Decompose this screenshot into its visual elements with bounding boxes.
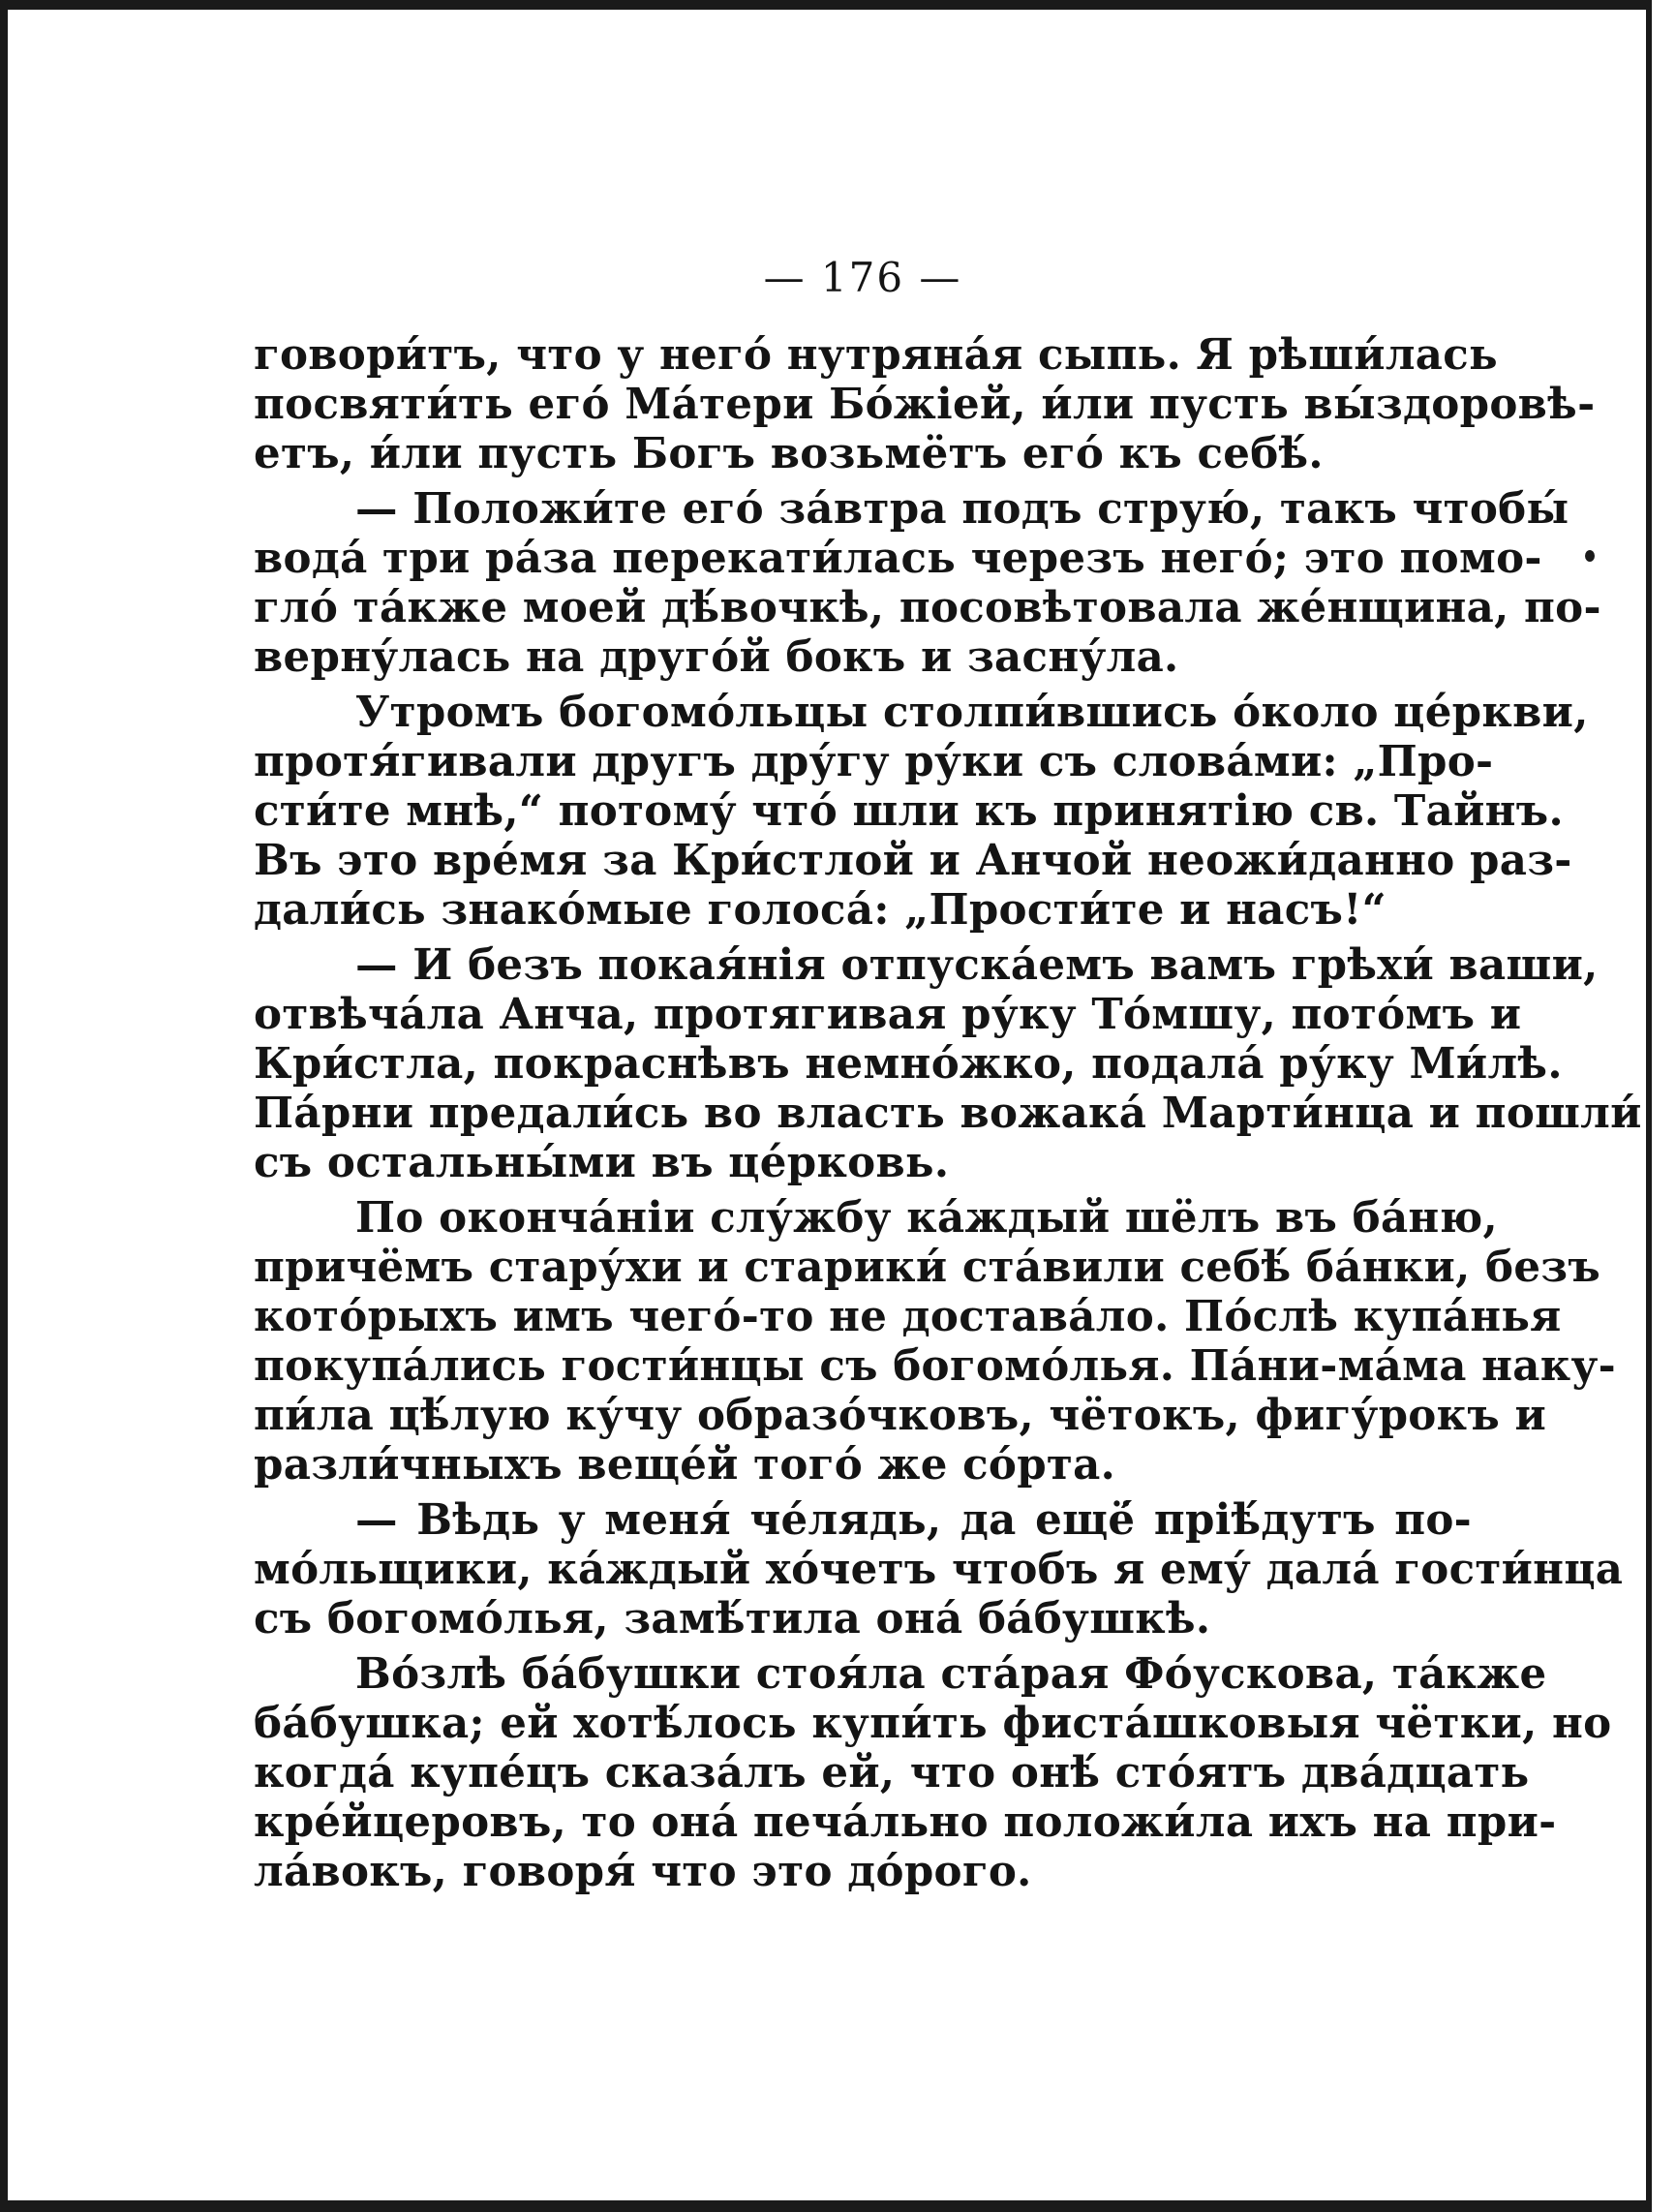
page-body (254, 330, 1642, 1896)
text-line: кото́рыхъ имъ чего́-то не достава́ло. По́слѣ купа́нья (254, 1292, 1562, 1341)
text-line: гло́ та́кже моей дѣ́вочкѣ, посовѣтовала жéнщина, по- (254, 583, 1601, 632)
text-line: Па́рни предали́сь во власть вожака́ Марти́нца и пошли́ (254, 1089, 1642, 1138)
text-line: Утромъ богомо́льцы столпи́вшись о́коло цéркви, (355, 688, 1589, 737)
paragraph (254, 940, 1642, 1187)
text-line: дали́сь знако́мые голоса́: „Прости́те и насъ!“ (254, 885, 1387, 935)
paragraph (254, 1495, 1624, 1644)
paragraph (254, 1649, 1612, 1896)
text-line: когда́ купе́цъ сказа́лъ ей, что онѣ́ сто́ятъ два́дцать (254, 1748, 1530, 1797)
text-line: посвяти́ть его́ Ма́тери Бо́жіей, и́ли пусть вы́здоровѣ- (254, 380, 1596, 429)
text-line: протя́гивали другъ дру́гу ру́ки съ слова́ми: „Про- (254, 737, 1494, 786)
text-line: отвѣча́ла Анча, протягивая ру́ку То́мшу, пото́мъ и (254, 990, 1522, 1039)
text-line: По оконча́ніи слу́жбу ка́ждый шёлъ въ ба́ню, (355, 1193, 1498, 1243)
paragraph (254, 330, 1596, 478)
text-line: — Вѣдь у меня́ че́лядь, да ещё́ пріѣ́дутъ по- (355, 1495, 1472, 1545)
text-line: ба́бушка; ей хотѣ́лось купи́ть фиста́шковыя чётки, но (254, 1699, 1612, 1748)
ink-speck (1585, 550, 1595, 562)
text-line: говори́тъ, что у него́ нутряна́я сыпь. Я рѣши́лась (254, 330, 1498, 380)
text-line: причёмъ стару́хи и старики́ ста́вили себѣ́ ба́нки, безъ (254, 1243, 1601, 1292)
text-line: Въ это вре́мя за Кри́стлой и Анчой неожи́данно раз- (254, 836, 1572, 885)
book-page (254, 232, 1642, 1902)
page-edge (1646, 0, 1676, 2212)
text-line: мо́льщики, ка́ждый хо́четъ чтобъ я ему́ дала́ гости́нца (254, 1545, 1624, 1594)
paragraph (254, 688, 1589, 935)
text-line: разли́чныхъ вещéй того́ же со́рта. (254, 1440, 1116, 1490)
text-line: верну́лась на друго́й бокъ и засну́ла. (254, 632, 1179, 682)
text-line: етъ, и́ли пусть Богъ возьмётъ его́ къ себѣ́. (254, 429, 1324, 478)
text-line: Во́злѣ ба́бушки стоя́ла ста́рая Фо́ускова, та́кже (355, 1649, 1547, 1699)
text-line: — И безъ покая́нія отпуска́емъ вамъ грѣхи́ ваши, (355, 940, 1599, 990)
text-line: покупа́лись гости́нцы съ богомо́лья. Па́ни-ма́ма наку- (254, 1341, 1616, 1391)
text-line: крéйцеровъ, то она́ печа́льно положи́ла ихъ на при- (254, 1797, 1557, 1847)
text-line: ла́вокъ, говоря́ что это до́рого. (254, 1847, 1032, 1896)
text-line: — Положи́те его́ за́втра подъ струю́, такъ чтобы́ (355, 484, 1569, 534)
text-line: вода́ три ра́за перекати́лась черезъ него́; это помо- (254, 534, 1542, 583)
text-line: съ остальны́ми въ цéрковь. (254, 1138, 950, 1187)
page-number: — 176 — (763, 254, 962, 301)
text-line: пи́ла цѣ́лую ку́чу образо́чковъ, чётокъ, фигу́рокъ и (254, 1391, 1547, 1440)
text-line: сти́те мнѣ,“ потому́ что́ шли къ принятію св. Тайнъ. (254, 786, 1564, 836)
paragraph (254, 484, 1601, 682)
text-line: Кри́стла, покраснѣвъ немно́жко, подала́ ру́ку Ми́лѣ. (254, 1039, 1563, 1089)
paragraph (254, 1193, 1616, 1490)
text-line: съ богомо́лья, замѣ́тила она́ ба́бушкѣ. (254, 1594, 1211, 1644)
